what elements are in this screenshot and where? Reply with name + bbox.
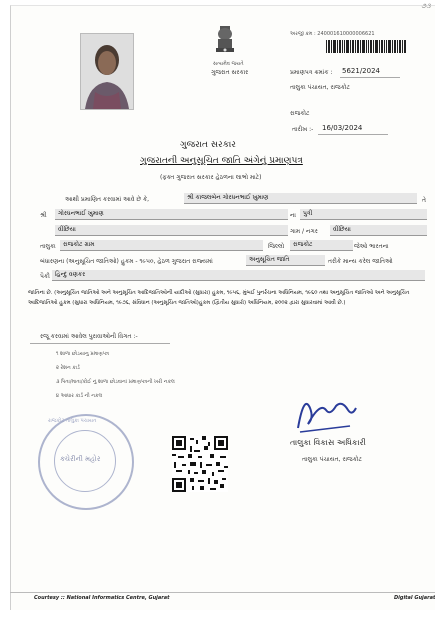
recognized-text: તરીકે માન્ય કરેલ જાતિઓ (328, 258, 393, 265)
signatory-title: તાલુકા વિકાસ અધિકારી (290, 438, 366, 447)
father-name: ગોરધનભાઈ ખુમાણ (55, 209, 288, 220)
signature-icon (290, 388, 360, 436)
footer-right: Digital Gujarat (394, 595, 435, 601)
certificate-title: ગુજરાતની અનુસૂચિત જાતિ અંગેનું પ્રમાણપત્ર (140, 156, 303, 166)
evidence-item: ૪ આધાર કાર્ડ ની નકલ (56, 393, 103, 399)
govt-small-label: ગુજરાત સરકાર (211, 69, 249, 76)
cert-number-label: પ્રમાણપત્ર ક્રમાંક : (290, 69, 333, 76)
order-text: બંધારણના (અનુસૂચિત જાતિઓ) હુકમ - ૧૯૫૦, હેઠળ ગુજરાત રાજ્યમાં (40, 258, 213, 265)
signatory-office: તાલુકા પંચાયત, રાજકોટ (302, 456, 362, 463)
district-label: જિલ્લો (268, 243, 285, 250)
place-label: રાજકોટ (290, 110, 310, 117)
relation-label: ના (290, 212, 296, 219)
office-seal (38, 414, 134, 510)
evidence-item: ૧ શાળા છોડયાનુ પ્રમાણપત્ર (56, 351, 110, 357)
office-header: તાલુકા પંચાયત, રાજકોટ (290, 84, 350, 91)
certify-label: આથી પ્રમાણિત કરવામાં આવે છે કે, (65, 196, 150, 203)
caste-value: હિન્દુ વણકર (52, 270, 425, 281)
emblem-caption: સત્યમેવ જયતે (213, 61, 244, 67)
date-label: તારીખ :- (292, 126, 314, 133)
national-emblem-icon (211, 22, 239, 60)
govt-title: ગુજરાત સરકાર (180, 140, 236, 150)
father-prefix: શ્રી (40, 212, 47, 219)
evidence-item: ૩ પિતા/માતા/કોઈ નું શાળા છોડવાનાં પ્રમાણપત્રની ખરી નકલ (56, 379, 175, 385)
footer-left: Courtesy :: National Informatics Centre, Gujarat (34, 595, 170, 601)
barcode-icon (326, 40, 406, 53)
district-value: રાજકોટ (290, 240, 353, 251)
seal-text: રાજકોટ તાલુકા પંચાયત (48, 418, 97, 424)
applicant-photo (80, 33, 134, 110)
applicant-name: શ્રી કાજલબેન ગોરધનભાઈ ખુમાણ (184, 193, 417, 204)
application-number: અરજી ક્રમ : 240001610000006621 (290, 31, 375, 37)
relation-value: પુત્રી (300, 209, 427, 220)
legal-paragraph: જાતિના છે. (અનુસૂચિત જાતિઓ અને અનુસૂચિત આદિજાતિઓની યાદીઓ (સુધારા) હુકમ, ૧૯૫૬, મુંબઈ પુનર્રચના અધિનિયમ, ૧૯૬૦ તથા અનુસૂચિત જાતિઓ અને અનુસૂચિત આદિજાતિઓ હુકમ (સુધારા અધિનિયમ, ૧૯૭૬, સંવિધાન (અનુસૂચિત જાતિઓ)હુકમ (દ્વિતીય સુધારો) અધિનિયમ, ૨૦૦૨ દ્વારા સુધારવામાં આવી છે.) (28, 290, 410, 306)
caste-label: પૈકી (40, 273, 50, 280)
seal-center-text: ક્ચેરીની મહોર (60, 455, 101, 463)
taluka-label: તાલુકા (40, 243, 56, 250)
village-value-right: વીંછિયા (330, 225, 427, 236)
evidence-item: ૨ રેશન કાર્ડ (56, 365, 80, 371)
taluka-value: રાજકોટ ગ્રામ (60, 240, 263, 251)
village-value: વીંછિયા (55, 225, 288, 236)
footer (10, 592, 435, 605)
certificate-subtitle: (ફક્ત ગુજરાત સરકાર હેઠળના લાભો માટે) (160, 174, 262, 181)
village-label: ગામ / નગર (290, 228, 318, 235)
corner-number: ૭૩ (421, 2, 431, 10)
applicant-suffix: તે (422, 197, 426, 204)
date-value: 16/03/2024 (322, 124, 363, 132)
qr-code-icon (172, 436, 228, 492)
cert-number-value: 5621/2024 (342, 67, 380, 75)
state-label: જેઓ ભારતના (354, 243, 389, 250)
category-value: અનુસૂચિત જાતિ (246, 255, 325, 266)
evidence-heading: રજૂ કરવામાં આવેલ પુરાવાઓની વિગત :- (40, 333, 138, 340)
